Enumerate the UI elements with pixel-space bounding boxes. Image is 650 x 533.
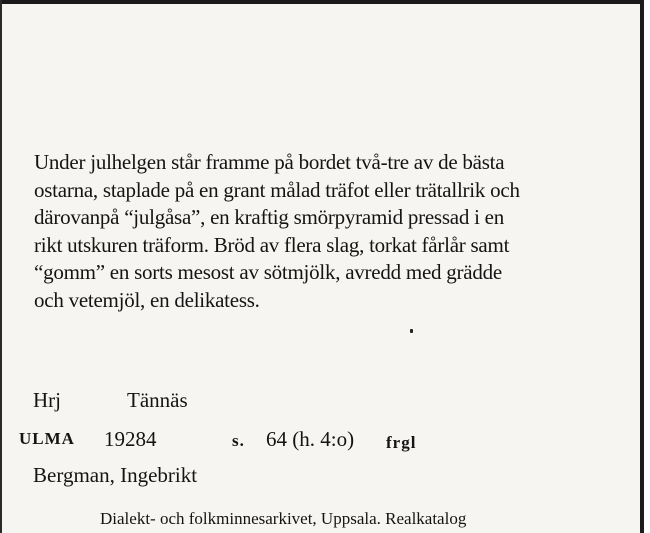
description-line: rikt utskuren träform. Bröd av flera slag, torkat fårlår samt (34, 232, 510, 257)
card-description (34, 149, 634, 314)
archive-footer: Dialekt- och folkminnesarkivet, Uppsala. Realkatalog (100, 509, 467, 528)
page-info: 64 (h. 4:o) (266, 427, 355, 451)
district-code: Hrj (33, 388, 61, 412)
archive-number: 19284 (104, 427, 157, 451)
description-line: ostarna, staplade på en grant målad träfot eller trätallrik och (34, 177, 520, 202)
ink-speck (410, 329, 413, 333)
category-code: frgl (386, 433, 417, 452)
description-line: Under julhelgen står framme på bordet två-tre av de bästa (34, 150, 505, 174)
informant-name: Bergman, Ingebrikt (33, 463, 198, 487)
parish-name: Tännäs (127, 388, 188, 412)
description-line: och vetemjöl, en delikatess. (34, 287, 260, 312)
card-top-edge (0, 0, 650, 4)
description-line: därovanpå “julgåsa”, en kraftig smörpyramid pressad i en (34, 205, 504, 229)
scan-margin (644, 0, 650, 533)
page-prefix: s. (232, 431, 245, 450)
archive-code: ULMA (19, 429, 75, 448)
description-line: “gomm” en sorts mesost av sötmjölk, avredd med grädde (34, 260, 502, 284)
card-left-edge (0, 0, 2, 533)
